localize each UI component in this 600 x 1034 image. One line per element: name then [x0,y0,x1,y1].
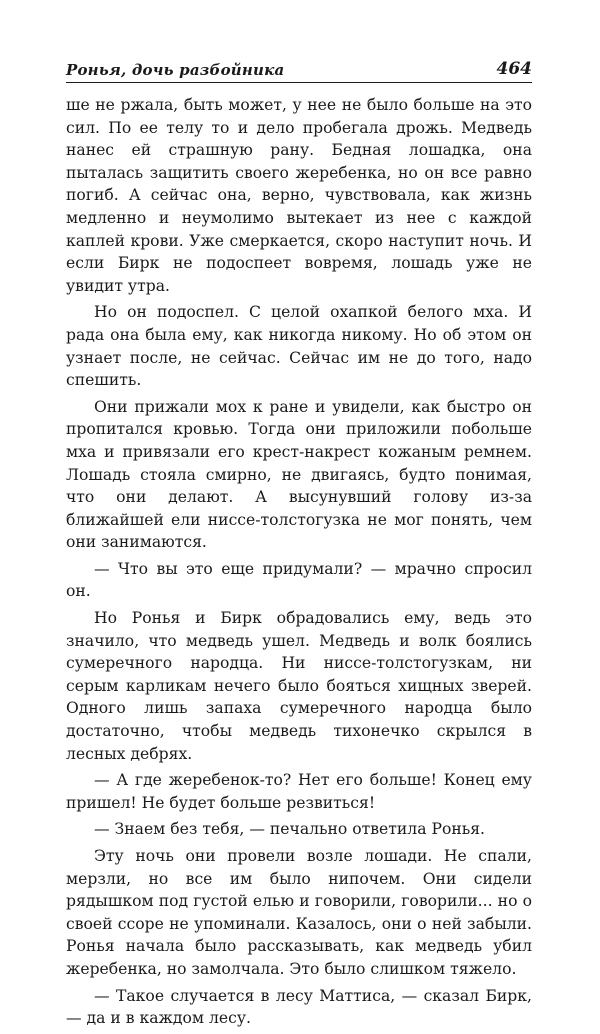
dialogue-line: — Что вы это еще придумали? — мрачно спросил он. [66,559,532,601]
paragraph: Эту ночь они провели возле лошади. Не спали, мерзли, но все им было нипочем. Они сидели рядышком под густой елью и говорили, говорили... но о своей ссоре не упоминали. Казалось, они о ней забыли. Ронья начала было рассказывать, как медведь убил жеребенка, но замолчала. Это было слишком тяжело. [66,847,532,978]
body-text [66,94,532,1034]
dialogue-line: — Такое случается в лесу Маттиса, — сказал Бирк, — да и в каждом лесу. [66,986,532,1028]
page-number: 464 [496,59,532,79]
paragraph: Но Ронья и Бирк обрадовались ему, ведь это значило, что медведь ушел. Медведь и волк боялись сумеречного народца. Ни ниссе-толстогузкам, ни серым карликам нечего было бояться хищных зверей. Одного лишь запаха сумеречного народца было достаточно, чтобы медведь тихонечко скрылся в лесных дебрях. [66,609,532,763]
paragraph: Но он подоспел. С целой охапкой белого мха. И рада она была ему, как никогда никому. Но об этом он узнает после, не сейчас. Сейчас им не до того, надо спешить. [66,303,532,390]
running-title: Ронья, дочь разбойника [66,61,285,79]
dialogue-line: — А где жеребенок-то? Нет его больше! Конец ему пришел! Не будет больше резвиться! [66,771,532,812]
dialogue-line: — Знаем без тебя, — печально ответила Ронья. [94,820,486,839]
paragraph: ше не ржала, быть может, у нее не было больше на это сил. По ее телу то и дело пробегала дрожь. Медведь нанес ей страшную рану. Бедная лошадка, она пыталась защитить своего жеребенка, но он все равно погиб. А сейчас она, верно, чувствовала, как жизнь медленно и неумолимо вытекает из нее с каждой каплей крови. Уже смеркается, скоро наступит ночь. И если Бирк не подоспеет вовремя, лошадь уже не увидит утра. [66,96,532,295]
page-header [66,48,532,83]
paragraph: Они прижали мох к ране и увидели, как быстро он пропитался кровью. Тогда они приложили побольше мха и привязали его крест-накрест кожаным ремнем. Лошадь стояла смирно, не двигаясь, будто понимая, что они делают. А высунувший голову из-за ближайшей ели ниссе-толстогузка не мог понять, чем они занимаются. [66,397,532,552]
